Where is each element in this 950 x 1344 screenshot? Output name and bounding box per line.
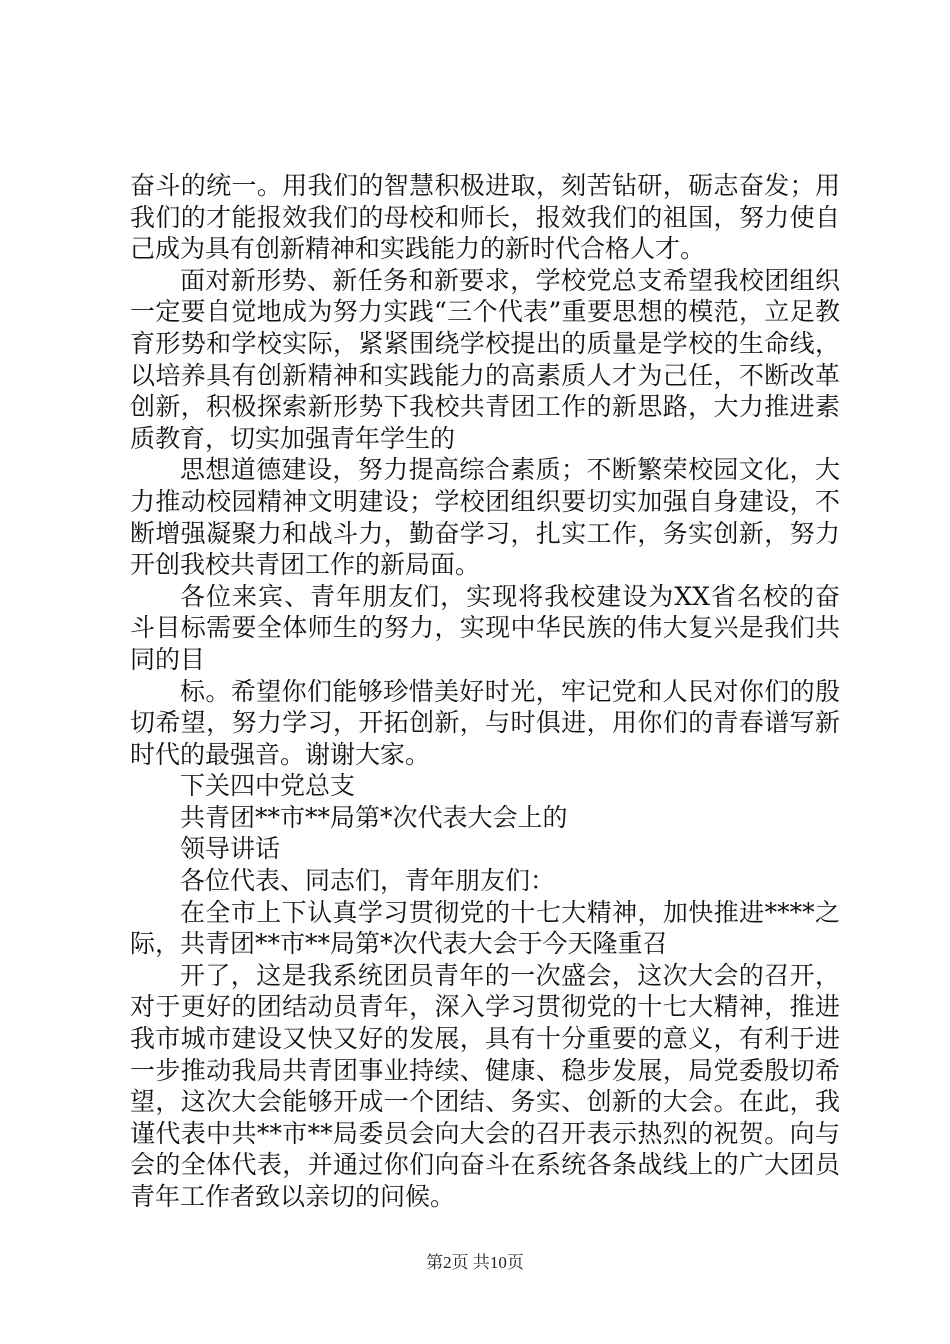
salutation: 各位代表、同志们，青年朋友们： bbox=[180, 866, 556, 896]
section-title-line: 领导讲话 bbox=[180, 834, 281, 864]
paragraph: 开了，这是我系统团员青年的一次盛会，这次大会的召开，对于更好的团结动员青年，深入学习贯彻党的十七大精神，推进我市城市建设又快又好的发展，具有十分重要的意义，有利于进一步推动我局共青团事业持续、健康、稳步发展，局党委殷切希望，这次大会能够开成一个团结、务实、创新的大会。在此，我谨代表中共**市**局委员会向大会的召开表示热烈的祝贺。向与会的全体代表，并通过你们向奋斗在系统各条战线上的广大团员青年工作者致以亲切的问候。 bbox=[130, 960, 840, 1211]
page-number-footer: 第2页 共10页 bbox=[426, 1253, 524, 1272]
paragraph-continuation: 奋斗的统一。用我们的智慧积极进取，刻苦钻研，砺志奋发；用我们的才能报效我们的母校和师长，报效我们的祖国，努力使自己成为具有创新精神和实践能力的新时代合格人才。 bbox=[130, 171, 840, 264]
paragraph: 思想道德建设，努力提高综合素质；不断繁荣校园文化，大力推动校园精神文明建设；学校团组织要切实加强自身建设，不断增强凝聚力和战斗力，勤奋学习，扎实工作，务实创新，努力开创我校共青团工作的新局面。 bbox=[130, 455, 840, 580]
document-body bbox=[130, 170, 840, 1213]
signature-line: 下关四中党总支 bbox=[180, 771, 356, 801]
section-title-line: 共青团**市**局第*次代表大会上的 bbox=[180, 802, 568, 832]
paragraph: 在全市上下认真学习贯彻党的十七大精神，加快推进****之际，共青团**市**局第*次代表大会于今天隆重召 bbox=[130, 897, 840, 959]
paragraph: 标。希望你们能够珍惜美好时光，牢记党和人民对你们的殷切希望，努力学习，开拓创新，与时俱进，用你们的青春谱写新时代的最强音。谢谢大家。 bbox=[130, 676, 840, 769]
paragraph: 面对新形势、新任务和新要求，学校党总支希望我校团组织一定要自觉地成为努力实践“三个代表”重要思想的模范，立足教育形势和学校实际，紧紧围绕学校提出的质量是学校的生命线，以培养具有创新精神和实践能力的高素质人才为己任，不断改革创新，积极探索新形势下我校共青团工作的新思路，大力推进素质教育，切实加强青年学生的 bbox=[130, 265, 840, 453]
paragraph: 各位来宾、青年朋友们，实现将我校建设为XX省名校的奋斗目标需要全体师生的努力，实现中华民族的伟大复兴是我们共同的目 bbox=[130, 581, 840, 674]
